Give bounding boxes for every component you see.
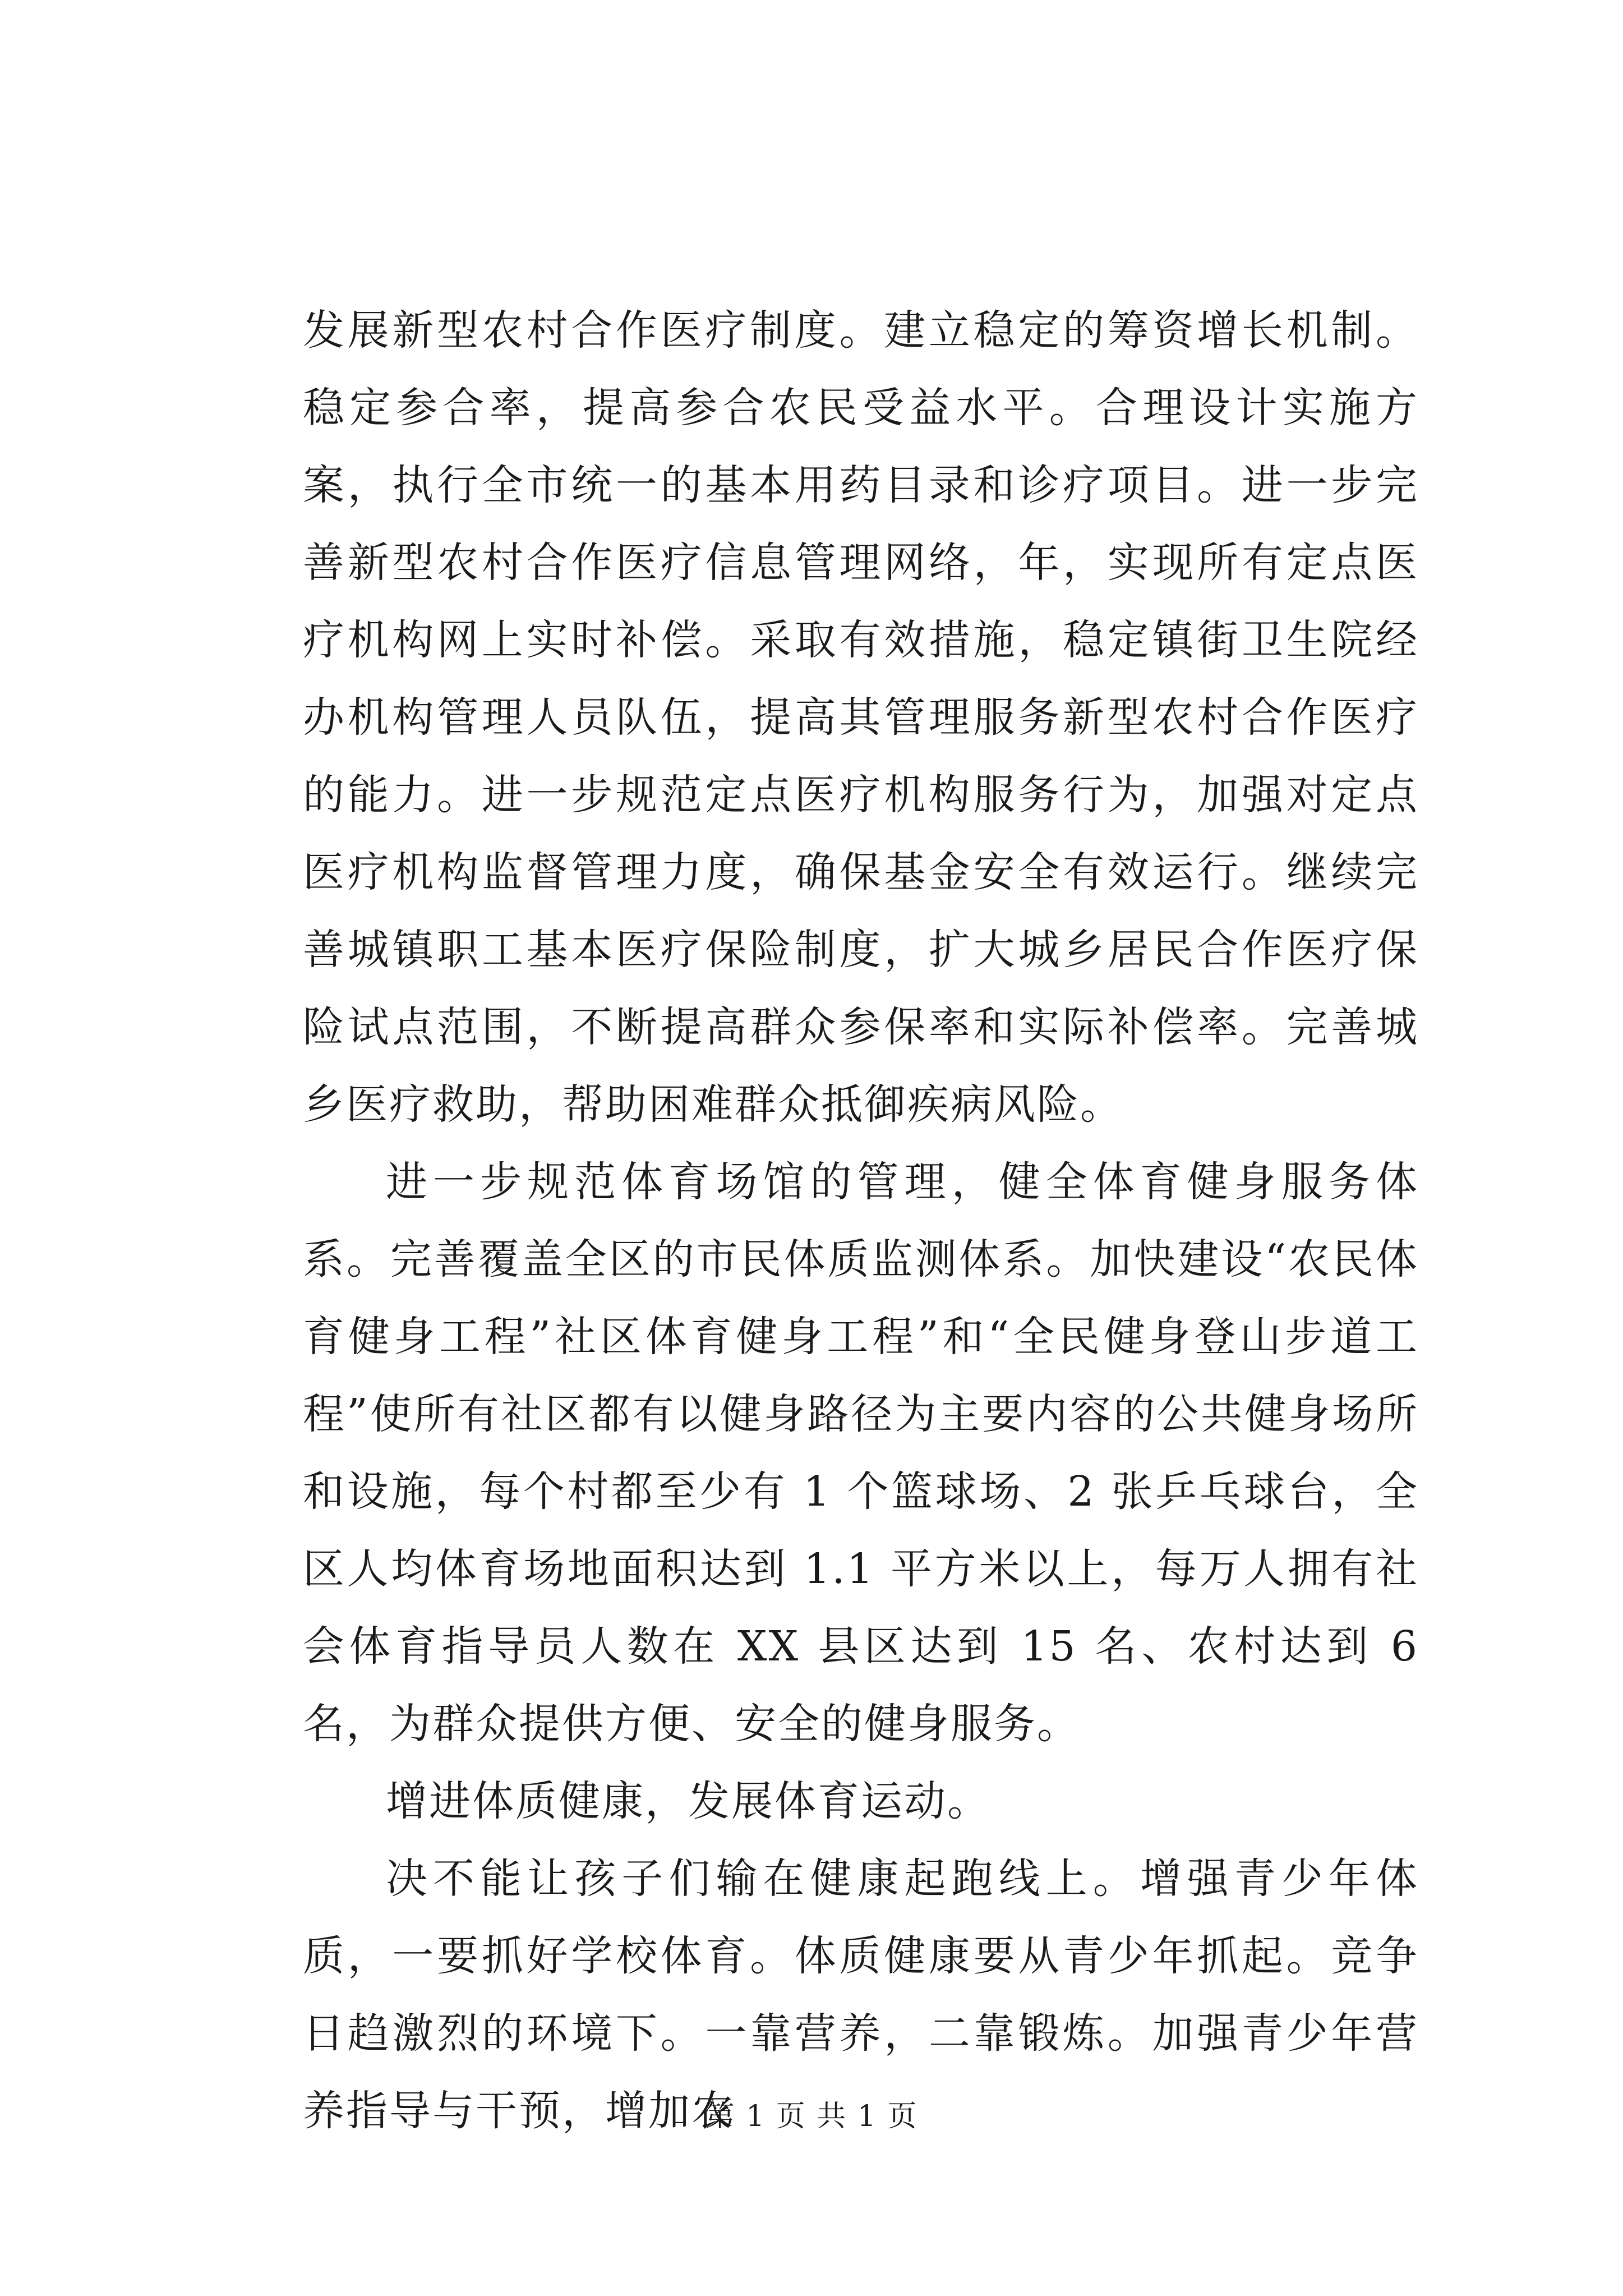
paragraph-youth-fitness: 决不能让孩子们输在健康起跑线上。增强青少年体质，一要抓好学校体育。体质健康要从青少年抓起。竞争日趋激烈的环境下。一靠营养，二靠锻炼。加强青少年营养指导与干预，增加农 [303,1855,1419,2135]
paragraph-sports-facilities: 进一步规范体育场馆的管理，健全体育健身服务体系。完善覆盖全区的市民体质监测体系。加快建设“农民体育健身工程”社区体育健身工程”和“全民健身登山步道工程”使所有社区都有以健身路径为主要内容的公共健身场所和设施，每个村都至少有 1 个篮球场、2 张乒乓球台，全区人均体育场地面积达到 1.1 平方米以上，每万人拥有社会体育指导员人数在 XX 县区达到 15 名、农村达到 6 名，为群众提供方便、安全的健身服务。 [303,1158,1419,1748]
paragraph-section-heading: 增进体质健康，发展体育运动。 [386,1777,990,1825]
page-footer: 第 1 页 共 1 页 [705,2100,918,2133]
document-body [303,292,1419,2150]
paragraph-medical-insurance: 发展新型农村合作医疗制度。建立稳定的筹资增长机制。稳定参合率，提高参合农民受益水平。合理设计实施方案，执行全市统一的基本用药目录和诊疗项目。进一步完善新型农村合作医疗信息管理网络，年，实现所有定点医疗机构网上实时补偿。采取有效措施，稳定镇街卫生院经办机构管理人员队伍，提高其管理服务新型农村合作医疗的能力。进一步规范定点医疗机构服务行为，加强对定点医疗机构监督管理力度，确保基金安全有效运行。继续完善城镇职工基本医疗保险制度，扩大城乡居民合作医疗保险试点范围，不断提高群众参保率和实际补偿率。完善城乡医疗救助，帮助困难群众抵御疾病风险。 [303,306,1419,1129]
